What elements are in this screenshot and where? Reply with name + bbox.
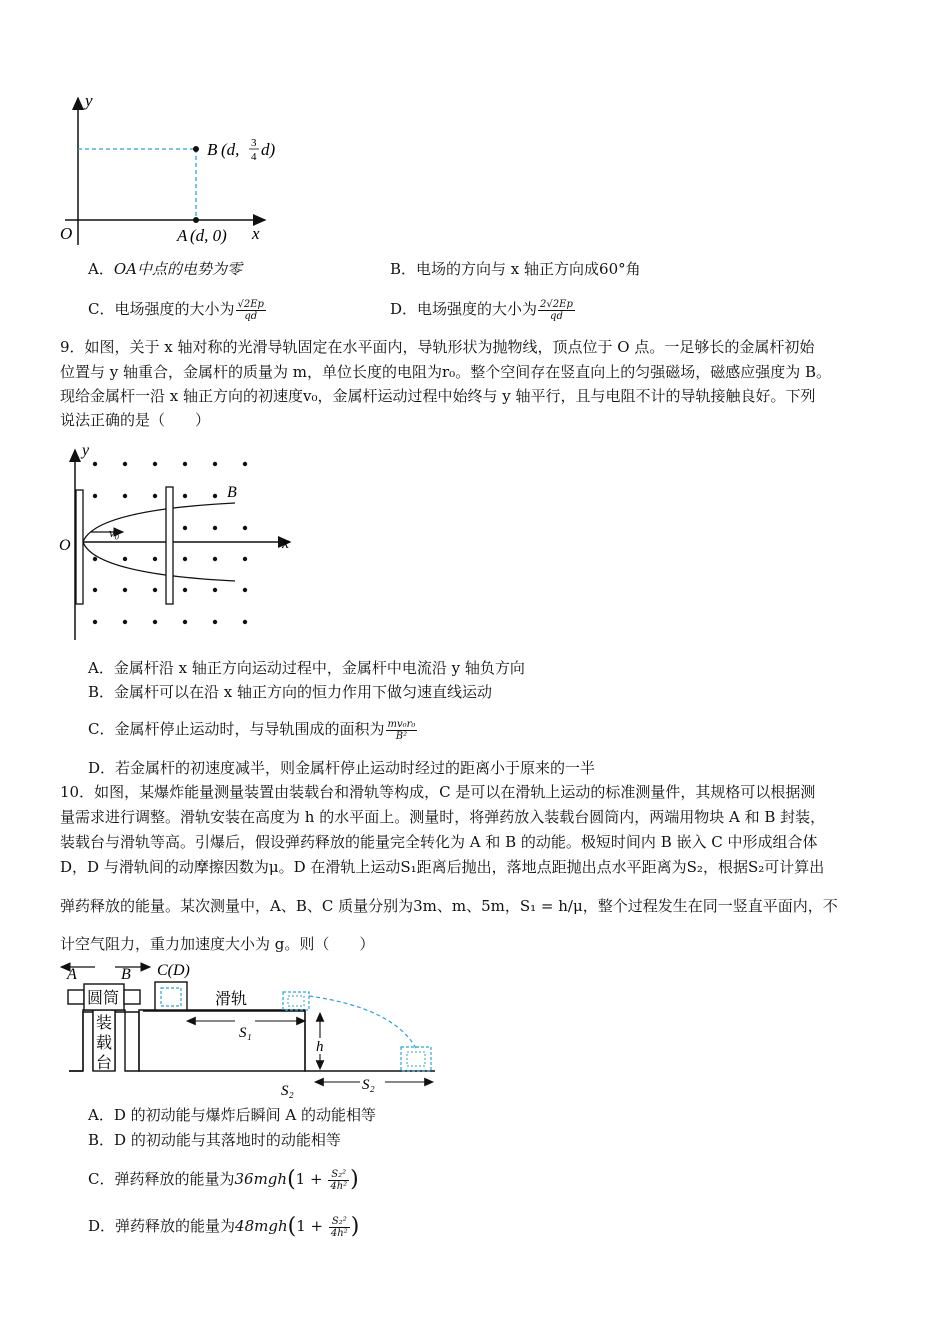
option-letter: D． (88, 1217, 116, 1235)
option-text: OA中点的电势为零 (113, 260, 242, 278)
q8-option-b[interactable] (390, 258, 641, 280)
q9-stem-line-3: 现给金属杆一沿 x 轴正方向的初速度v₀，金属杆运动过程中始终与 y 轴平行，且与电阻不计的导轨接触良好。下列 (60, 387, 816, 405)
q9-option-a[interactable] (88, 657, 525, 679)
close-paren: ) (350, 1167, 359, 1192)
close-paren: ) (350, 1214, 360, 1239)
option-text: 金属杆停止运动时，与导轨围成的面积为 (114, 720, 385, 738)
q8-a-coords: (d, 0) (190, 226, 227, 245)
option-text: 金属杆沿 x 轴正方向运动过程中，金属杆中电流沿 y 轴负方向 (113, 659, 525, 677)
option-text: D 的初动能与其落地时的动能相等 (114, 1131, 341, 1149)
q9-velocity-label: v₀ (109, 525, 120, 540)
q9-stem-line-4: 说法正确的是（ ） (60, 411, 211, 429)
q8-b-frac-num: 3 (251, 137, 257, 149)
q9-field-label: B (227, 484, 237, 501)
q9-option-c[interactable] (88, 718, 418, 742)
q8-option-a[interactable] (88, 258, 242, 280)
q8-y-label: y (85, 91, 93, 110)
q10-stem-line-1: 10．如图，某爆炸能量测量装置由装载台和滑轨等构成，C 是可以在滑轨上运动的标准测量件，其规格可以根据测 (60, 783, 816, 801)
formula-coefficient: 48mgh (235, 1217, 288, 1235)
block-d-landed (401, 1047, 431, 1071)
metal-rod-initial (76, 490, 83, 604)
formula-fraction: $\frac{\text{S₂²}}{\text{4h²}}$ (330, 1168, 348, 1192)
s2-label: S₂ (362, 1077, 375, 1093)
q10-stem-line-3: 装载台与滑轨等高。引爆后，假设弹药释放的能量完全转化为 A 和 B 的动能。极短时间内 B 嵌入 C 中形成组合体 (60, 833, 818, 851)
formula-fraction: $\frac{2√2Ep}{qd}$ (540, 298, 573, 322)
option-letter: C． (88, 300, 115, 318)
option-text: 电场强度的大小为 (417, 300, 538, 318)
platform-char-3: 台 (96, 1055, 113, 1072)
track-label: 滑轨 (215, 991, 248, 1008)
q8-origin-label: O (60, 224, 73, 243)
loading-platform (69, 1010, 435, 1071)
q10-stem-line-4: D，D 与滑轨间的动摩擦因数为μ。D 在滑轨上运动S₁距离后抛出，落地点距抛出点水平距离为S₂，根据S₂可计算出 (60, 858, 825, 876)
cylinder-label: 圆筒 (87, 990, 120, 1007)
formula-coefficient: 36mgh (234, 1170, 288, 1188)
q9-y-label: y (82, 442, 90, 459)
block-d-edge-inner (288, 996, 304, 1006)
q10-stem-line-2: 量需求进行调整。滑轨安装在高度为 h 的水平面上。测量时，将弹药放入装载台圆筒内，两端用物块 A 和 B 封装， (60, 808, 826, 826)
q8-point-a (193, 217, 199, 223)
option-letter: B． (88, 1131, 115, 1149)
option-text: D 的初动能与爆炸后瞬间 A 的动能相等 (113, 1106, 377, 1124)
q9-stem-line-2: 位置与 y 轴重合，金属杆的质量为 m，单位长度的电阻为r₀。整个空间存在竖直向上的匀强磁场，磁感应强度为 B。 (60, 363, 831, 381)
open-paren: ( (287, 1167, 296, 1192)
q8-b-label: B (207, 140, 218, 159)
option-letter: A． (88, 659, 114, 677)
option-letter: A． (88, 1106, 114, 1124)
option-letter: C． (88, 1170, 115, 1188)
formula-fraction: $\frac{√2Ep}{qd}$ (237, 298, 264, 322)
option-letter: D． (88, 759, 116, 777)
q8-b-coords: (d, (221, 140, 240, 159)
q8-figure (55, 88, 295, 253)
q10-option-c[interactable]: C．弹药释放的能量为36mgh(1 + $\frac{\text{S₂²}}{\text{4h²}}$ ) (88, 1167, 359, 1192)
platform-char-1: 装 (96, 1015, 113, 1032)
option-text: 弹药释放的能量为 (115, 1217, 236, 1235)
q8-a-label: A (177, 226, 188, 245)
projectile-trajectory (309, 996, 417, 1050)
q10-option-a[interactable] (88, 1104, 376, 1126)
option-letter: B． (88, 683, 115, 701)
q9-figure (55, 440, 300, 645)
q8-point-b (193, 146, 199, 152)
q8-b-frac-den: 4 (251, 151, 257, 163)
q8-b-coords-end: d) (261, 140, 276, 159)
block-b (124, 990, 140, 1004)
q8-option-d[interactable] (390, 298, 576, 322)
open-paren: ( (287, 1214, 297, 1239)
q10-option-b[interactable] (88, 1129, 341, 1151)
q10-option-d[interactable]: D．弹药释放的能量为48mgh(1 + $\frac{\text{S₂²}}{\text{4h²}}$ ) (88, 1214, 360, 1239)
q9-x-label: x (282, 535, 290, 552)
option-text: 电场的方向与 x 轴正方向成60°角 (416, 260, 641, 278)
q10-stem-line-6: 计空气阻力，重力加速度大小为 g。则（ ） (60, 935, 375, 953)
block-d-edge (283, 992, 309, 1010)
block-d-landed-inner (407, 1052, 425, 1066)
q9-stem-line-1: 9．如图，关于 x 轴对称的光滑导轨固定在水平面内，导轨形状为抛物线，顶点位于 O 点。一足够长的金属杆初始 (60, 338, 815, 356)
option-text: 金属杆可以在沿 x 轴正方向的恒力作用下做匀速直线运动 (114, 683, 493, 701)
option-letter: C． (88, 720, 115, 738)
option-text: 弹药释放的能量为 (114, 1170, 235, 1188)
option-text: 若金属杆的初速度减半，则金属杆停止运动时经过的距离小于原来的一半 (115, 759, 596, 777)
q10-stem-line-5: 弹药释放的能量。某次测量中，A、B、C 质量分别为3m、m、5m，S₁ = h/μ，整个过程发生在同一竖直平面内，不 (60, 897, 838, 915)
q9-origin-label: O (59, 537, 71, 554)
block-a (68, 990, 84, 1004)
q9-option-d[interactable] (88, 757, 595, 779)
option-letter: D． (390, 300, 418, 318)
s1-label: S₁ (239, 1025, 252, 1041)
formula-fraction: $\frac{\text{mv₀r₀}}{\text{B²}}$ (387, 718, 416, 742)
q9-option-b[interactable] (88, 681, 492, 703)
q8-option-c[interactable] (88, 298, 267, 322)
q10-figure (55, 958, 445, 1098)
metal-rod-moving (166, 487, 173, 604)
option-text: 电场强度的大小为 (114, 300, 235, 318)
option-letter: A． (88, 260, 114, 278)
formula-fraction: $\frac{\text{S₂²}}{\text{4h²}}$ (330, 1215, 348, 1239)
h-label: h (316, 1039, 324, 1055)
label-b: B (121, 966, 131, 983)
s2-bottom-label: S₂ (281, 1083, 294, 1098)
platform-char-2: 载 (96, 1035, 113, 1052)
label-cd: C(D) (157, 962, 190, 979)
label-a: A (67, 966, 77, 983)
q8-x-label: x (252, 224, 260, 243)
option-letter: B． (390, 260, 417, 278)
